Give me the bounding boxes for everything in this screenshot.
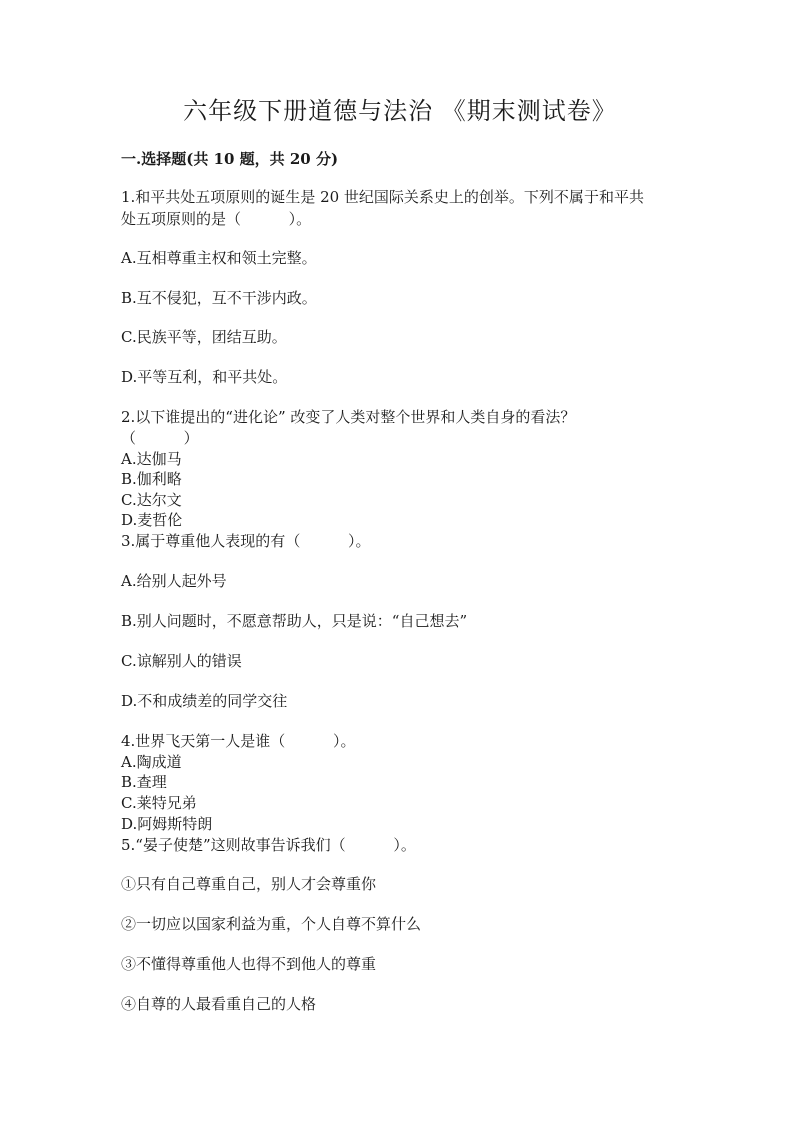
question-2-option-b: B.伽利略 <box>121 470 182 488</box>
question-1-option-c: C.民族平等，团结互助。 <box>121 328 287 346</box>
question-5-statement-3: ③不懂得尊重他人也得不到他人的尊重 <box>121 955 377 973</box>
question-4-option-d: D.阿姆斯特朗 <box>121 815 213 833</box>
page-title: 六年级下册道德与法治 《期末测试卷》 <box>183 97 617 125</box>
question-4-option-c: C.莱特兄弟 <box>121 794 197 812</box>
question-1-stem-line-2: 处五项原则的是（ ）。 <box>121 210 312 228</box>
question-1-option-d: D.平等互利，和平共处。 <box>121 368 288 386</box>
question-1-option-b: B.互不侵犯，互不干涉内政。 <box>121 289 317 307</box>
question-3-option-c: C.谅解别人的错误 <box>121 652 242 670</box>
question-2-stem-line-1: 2.以下谁提出的“进化论” 改变了人类对整个世界和人类自身的看法？ <box>121 408 576 426</box>
question-3-option-a: A.给别人起外号 <box>121 572 227 590</box>
question-3-option-d: D.不和成绩差的同学交往 <box>121 692 288 710</box>
question-1-option-a: A.互相尊重主权和领土完整。 <box>121 249 317 267</box>
question-5-statement-1: ①只有自己尊重自己，别人才会尊重你 <box>121 875 377 893</box>
question-3-stem: 3.属于尊重他人表现的有（ ）。 <box>121 532 371 550</box>
question-5-statement-4: ④自尊的人最看重自己的人格 <box>121 995 317 1013</box>
question-3-option-b: B.别人问题时，不愿意帮助人，只是说：“自己想去” <box>121 612 468 630</box>
question-4-stem: 4.世界飞天第一人是谁（ ）。 <box>121 732 356 750</box>
question-2-stem-line-2: （ ） <box>121 429 199 447</box>
question-4-option-a: A.陶成道 <box>121 753 182 771</box>
question-4-option-b: B.查理 <box>121 773 167 791</box>
question-5-statement-2: ②一切应以国家利益为重，个人自尊不算什么 <box>121 915 422 933</box>
question-5-stem: 5.“晏子使楚”这则故事告诉我们（ ）。 <box>121 836 416 854</box>
question-1-stem-line-1: 1.和平共处五项原则的诞生是 20 世纪国际关系史上的创举。下列不属于和平共 <box>121 188 644 206</box>
question-2-option-c: C.达尔文 <box>121 491 182 509</box>
question-2-option-a: A.达伽马 <box>121 450 182 468</box>
question-2-option-d: D.麦哲伦 <box>121 511 183 529</box>
section-heading: 一.选择题(共 10 题，共 20 分) <box>121 150 339 168</box>
